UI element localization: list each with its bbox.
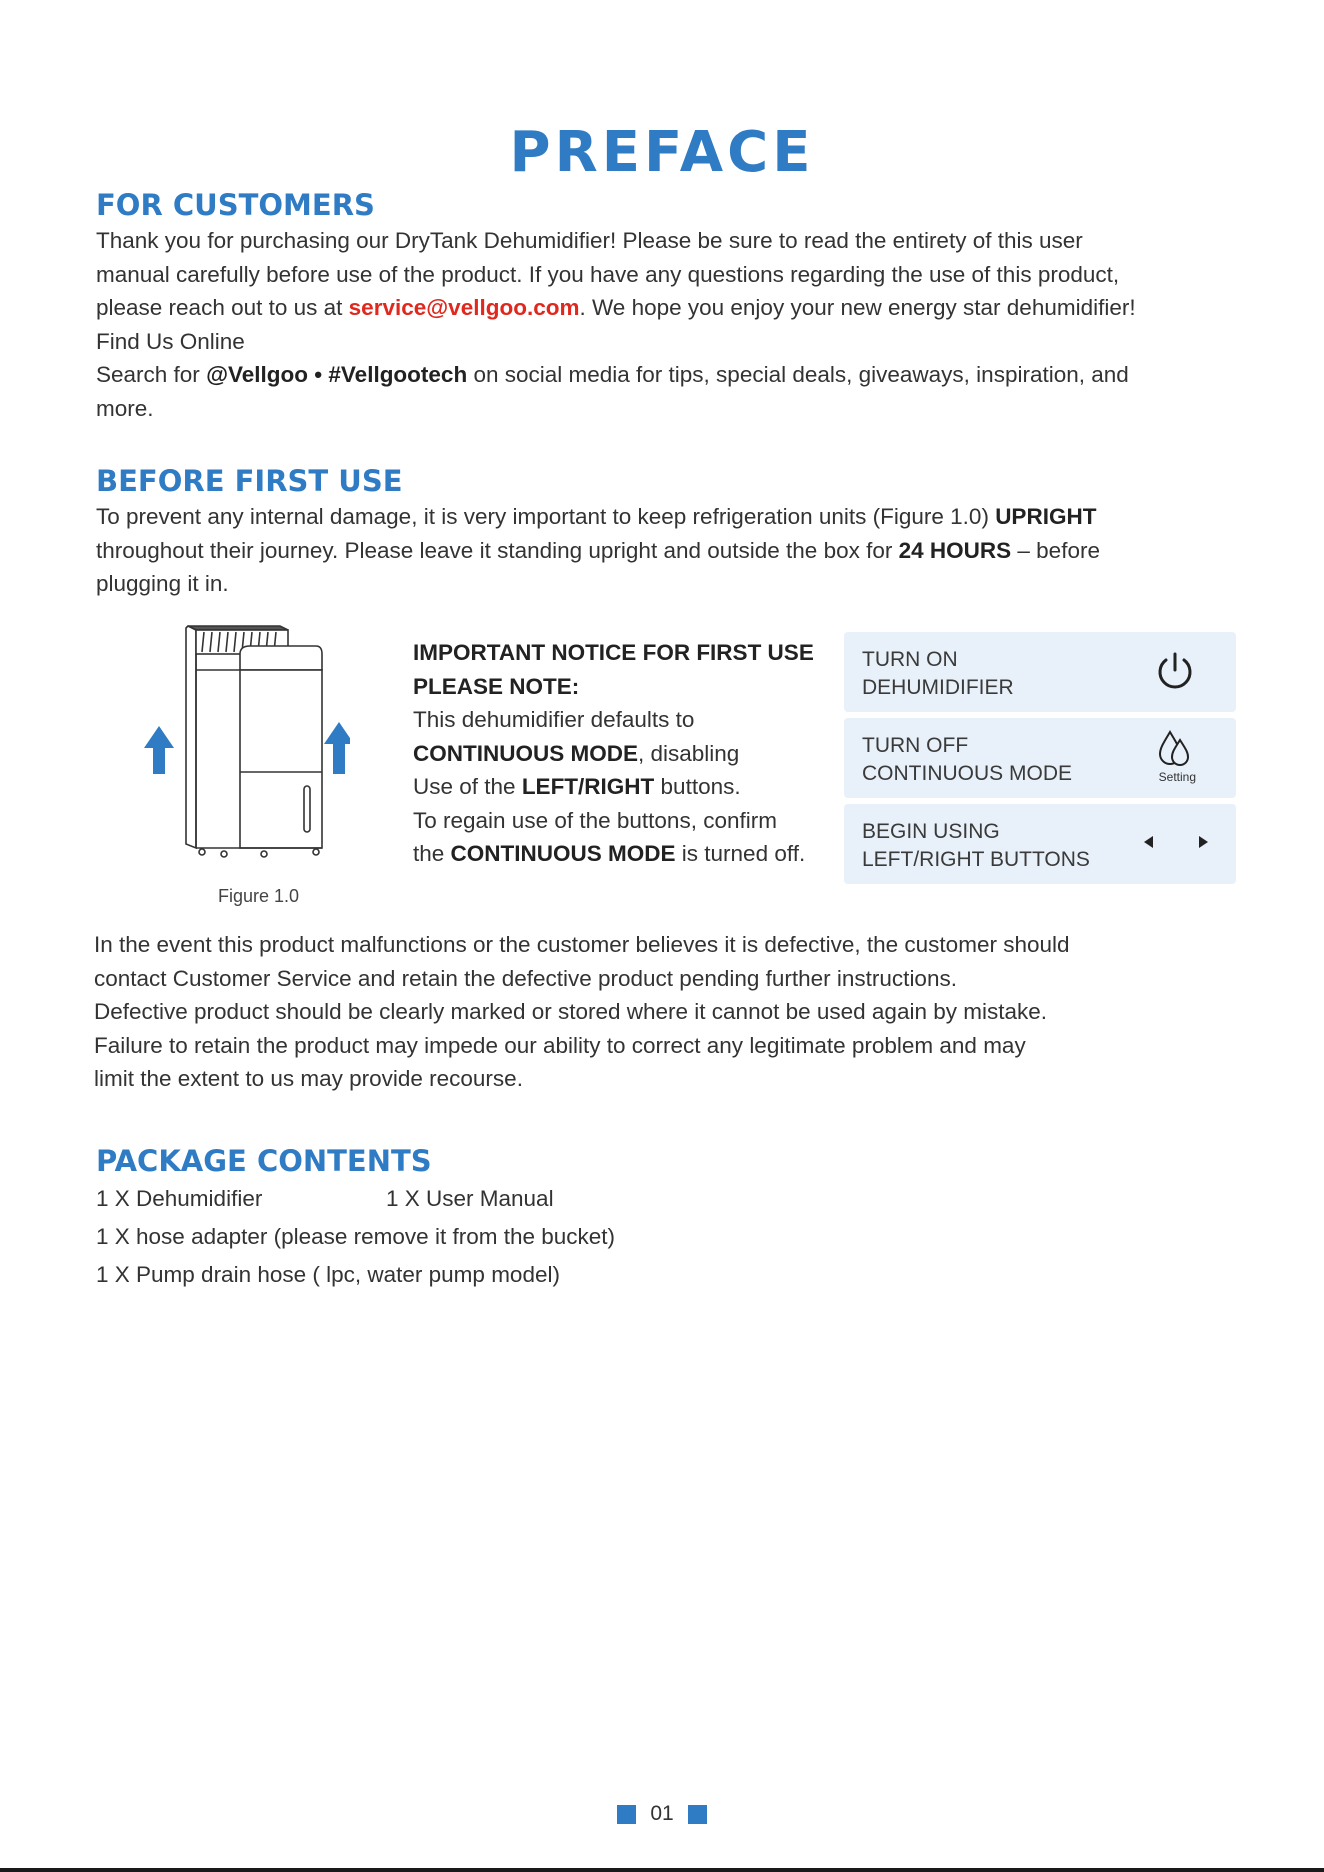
panel-line: BEGIN USING [862,820,1000,843]
text-line [413,737,833,771]
text-span: To prevent any internal damage, it is very important to keep refrigeration units (Figure 1.0) [96,504,996,529]
notice-heading: IMPORTANT NOTICE FOR FIRST USE [413,640,814,665]
up-arrow-icon [144,726,174,774]
package-item: 1 X User Manual [386,1186,554,1211]
social-handles: @Vellgoo • #Vellgootech [206,362,468,387]
emphasis: LEFT/RIGHT [521,774,655,799]
text-span: Use of the [413,774,522,799]
text-line: contact Customer Service and retain the defective product pending further instructions. [94,965,957,991]
up-arrow-icon [324,722,350,774]
panel-left-right-buttons [844,804,1236,884]
section-heading-for-customers: FOR CUSTOMERS [96,188,375,222]
panel-turn-off-continuous [844,718,1236,798]
footer-square-icon [688,1805,707,1824]
package-item: 1 X Pump drain hose ( lpc, water pump model) [96,1262,560,1287]
text-line: Thank you for purchasing our DryTank Dehumidifier! Please be sure to read the entirety of this user [96,228,1083,253]
before-first-use-text [96,500,1246,601]
text-line [96,500,1246,534]
power-icon [1152,648,1198,694]
panel-line: CONTINUOUS MODE [862,762,1072,785]
find-us-online: Find Us Online [96,328,245,354]
text-line: In the event this product malfunctions or the customer believes it is defective, the customer should [94,932,1070,957]
text-line: manual carefully before use of the product. If you have any questions regarding the use of this product, [96,261,1120,287]
text-line [96,358,1246,392]
section-heading-package-contents: PACKAGE CONTENTS [96,1144,432,1178]
text-span: – before [1011,537,1100,563]
email-link[interactable]: service@vellgoo.com [348,295,580,320]
bottom-border [0,1868,1324,1872]
panel-line: DEHUMIDIFIER [862,676,1014,699]
text-span: , disabling [638,740,740,766]
text-span: is turned off. [675,841,806,866]
text-line: To regain use of the buttons, confirm [413,807,777,833]
for-customers-text [96,224,1246,425]
defect-text [94,928,1244,1096]
footer-square-icon [617,1805,636,1824]
panel-text [862,732,1072,788]
panel-text [862,646,1014,702]
page-footer [0,1802,1324,1826]
page-number: 01 [650,1802,674,1825]
text-line: Defective product should be clearly marked or stored where it cannot be used again by mistake. [94,999,1048,1024]
panel-text [862,818,1090,874]
panel-line: TURN OFF [862,734,969,757]
text-line: Failure to retain the product may impede our ability to correct any legitimate problem and may [94,1032,1026,1058]
panel-line: LEFT/RIGHT BUTTONS [862,848,1090,871]
text-line: This dehumidifier defaults to [413,707,695,732]
page-title: PREFACE [509,120,815,185]
text-span: the [413,841,451,866]
figure-caption: Figure 1.0 [218,886,300,906]
text-span: on social media for tips, special deals, giveaways, inspiration, and [467,362,1129,387]
text-line [96,291,1246,325]
panel-turn-on [844,632,1236,712]
text-span: please reach out to us at [96,295,349,320]
text-line [413,837,833,871]
emphasis: CONTINUOUS MODE [450,841,676,866]
panel-line: TURN ON [862,648,958,671]
text-span: buttons. [654,774,741,799]
emphasis: CONTINUOUS MODE [413,740,638,766]
text-line: plugging it in. [96,571,229,596]
emphasis-hours: 24 HOURS [898,537,1012,563]
text-line: more. [96,395,154,421]
water-drops-icon [1156,728,1194,768]
section-heading-before-first-use: BEFORE FIRST USE [96,464,403,498]
dehumidifier-illustration [140,618,350,878]
package-item: 1 X hose adapter (please remove it from the bucket) [96,1224,616,1249]
text-span: throughout their journey. Please leave it standing upright and outside the box for [96,537,899,563]
text-line [96,534,1246,568]
text-span: . We hope you enjoy your new energy star dehumidifier! [579,295,1136,320]
left-right-arrows-icon [1140,834,1212,850]
emphasis-upright: UPRIGHT [995,504,1097,529]
text-line: limit the extent to us may provide recourse. [94,1066,523,1091]
text-line [413,770,833,804]
setting-label: Setting [1158,770,1196,784]
text-span: Search for [96,362,207,387]
important-notice [413,636,833,871]
package-item: 1 X Dehumidifier [96,1186,263,1211]
notice-please-note: PLEASE NOTE: [413,673,580,699]
